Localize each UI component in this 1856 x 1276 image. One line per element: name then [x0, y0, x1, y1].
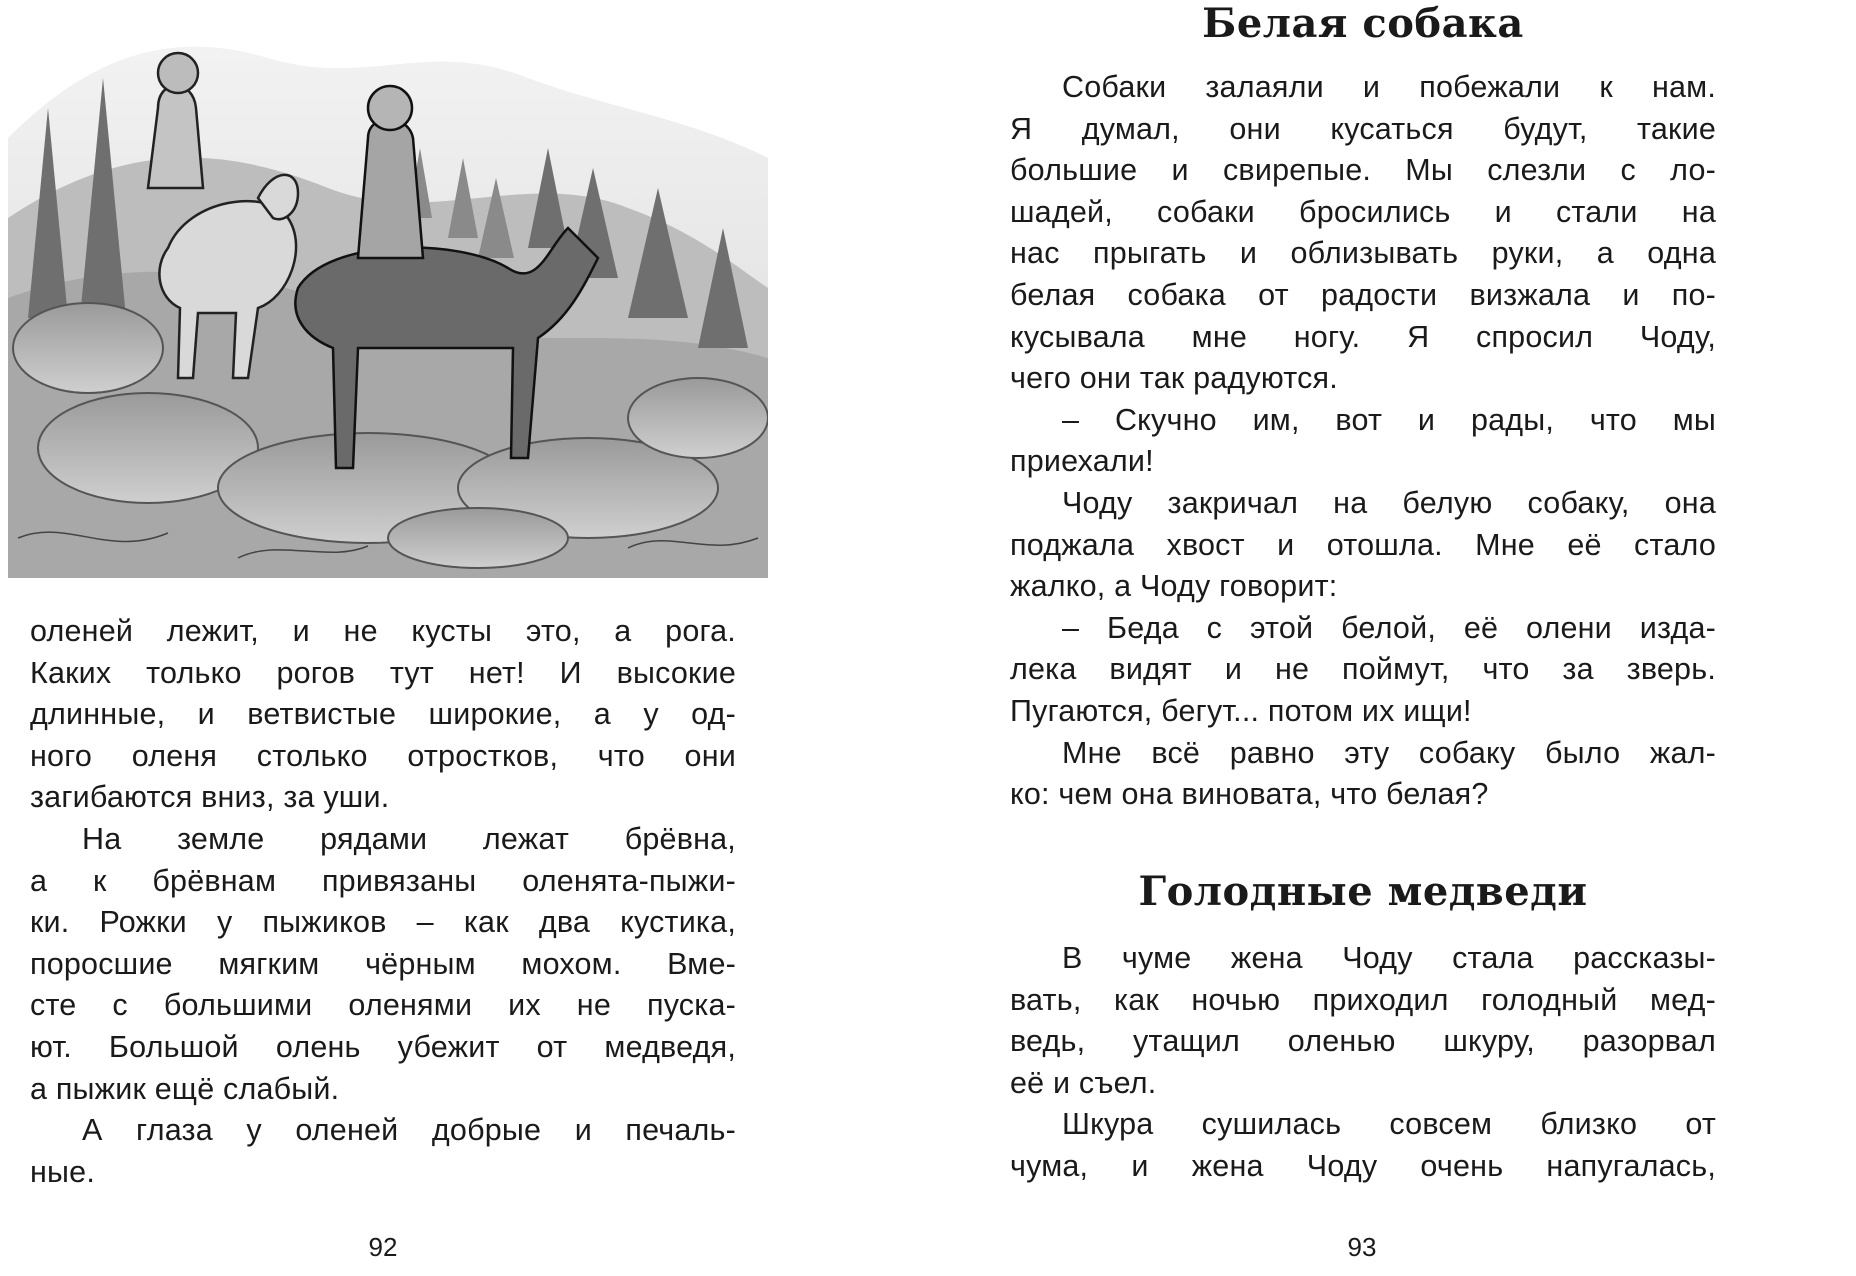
paragraph — [30, 1152, 736, 1194]
paragraph — [30, 819, 736, 861]
paragraph — [1010, 275, 1716, 317]
text-line: Я думал, они кусаться будут, такие — [1010, 111, 1716, 146]
text-line: поросшие мягким чёрным мохом. Вме- — [30, 946, 736, 981]
text-line: Каких только рогов тут нет! И высокие — [30, 655, 736, 690]
text-line: Шкура сушилась совсем близко от — [1062, 1107, 1716, 1142]
paragraph — [1010, 109, 1716, 151]
paragraph — [30, 944, 736, 986]
text-line: Собаки залаяли и побежали к нам. — [1062, 70, 1716, 104]
paragraph — [1010, 192, 1716, 234]
text-line: лека видят и не поймут, что за зверь. — [1010, 652, 1716, 687]
paragraph — [30, 1110, 736, 1152]
text-line: Мне всё равно эту собаку было жал- — [1062, 735, 1716, 770]
text-line: ные. — [30, 1154, 96, 1189]
paragraph — [1010, 441, 1716, 483]
paragraph — [1010, 649, 1716, 691]
text-line: А глаза у оленей добрые и печаль- — [82, 1113, 736, 1148]
text-line: ного оленя столько отростков, что они — [30, 738, 736, 773]
section-heading: Белая собака — [1202, 0, 1524, 47]
text-line: – Беда с этой белой, её олени изда- — [1062, 610, 1716, 645]
text-line: длинные, и ветвистые широкие, а у од- — [30, 697, 736, 732]
paragraph — [30, 985, 736, 1027]
page-number: 92 — [368, 1232, 398, 1262]
section-1-body — [1010, 67, 1716, 816]
text-line: приехали! — [1010, 444, 1154, 479]
text-line: кусывала мне ногу. Я спросил Чоду, — [1010, 319, 1716, 354]
text-line: чума, и жена Чоду очень напугалась, — [1010, 1148, 1716, 1183]
paragraph — [1010, 691, 1716, 733]
section-2-body — [1010, 938, 1716, 1188]
text-line: загибаются вниз, за уши. — [30, 780, 390, 815]
text-line: Чоду закричал на белую собаку, она — [1062, 485, 1716, 520]
text-line: жалко, а Чоду говорит: — [1010, 569, 1338, 604]
illustration-riders-on-horses — [8, 18, 768, 578]
paragraph — [30, 861, 736, 903]
paragraph — [1010, 67, 1716, 109]
paragraph — [1010, 938, 1716, 980]
text-line: белая собака от радости визжала и по- — [1010, 277, 1716, 312]
paragraph — [1010, 233, 1716, 275]
text-line: сте с большими оленями их не пуска- — [30, 988, 736, 1023]
text-line: – Скучно им, вот и рады, что мы — [1062, 402, 1716, 437]
text-line: Пугаются, бегут... потом их ищи! — [1010, 693, 1472, 728]
paragraph — [1010, 980, 1716, 1022]
paragraph — [30, 902, 736, 944]
paragraph — [30, 736, 736, 778]
text-line: ют. Большой олень убежит от медведя, — [30, 1029, 736, 1064]
paragraph — [1010, 150, 1716, 192]
text-line: чего они так радуются. — [1010, 361, 1338, 396]
text-line: шадей, собаки бросились и стали на — [1010, 194, 1716, 229]
paragraph — [1010, 358, 1716, 400]
paragraph — [1010, 1146, 1716, 1188]
illustration-drawing — [8, 18, 768, 578]
paragraph — [1010, 483, 1716, 525]
text-line: нас прыгать и облизывать руки, а одна — [1010, 236, 1716, 271]
paragraph — [1010, 400, 1716, 442]
paragraph — [30, 653, 736, 695]
paragraph — [1010, 1104, 1716, 1146]
text-line: её и съел. — [1010, 1065, 1157, 1100]
left-page-body — [30, 611, 736, 1193]
text-line: ки. Рожки у пыжиков – как два кустика, — [30, 905, 736, 940]
page-number: 93 — [1347, 1232, 1377, 1262]
paragraph — [1010, 608, 1716, 650]
paragraph — [30, 1069, 736, 1111]
text-line: ко: чем она виновата, что белая? — [1010, 777, 1489, 812]
paragraph — [1010, 566, 1716, 608]
text-line: В чуме жена Чоду стала рассказы- — [1062, 941, 1716, 975]
text-line: вать, как ночью приходил голодный мед- — [1010, 982, 1716, 1017]
section-heading: Голодные медведи — [1138, 868, 1588, 915]
paragraph — [1010, 733, 1716, 775]
paragraph — [1010, 1063, 1716, 1105]
paragraph — [1010, 1021, 1716, 1063]
text-line: На земле рядами лежат брёвна, — [82, 821, 736, 856]
paragraph — [1010, 525, 1716, 567]
paragraph — [30, 1027, 736, 1069]
text-line: а к брёвнам привязаны оленята-пыжи- — [30, 863, 736, 898]
paragraph — [30, 611, 736, 653]
paragraph — [30, 694, 736, 736]
text-line: большие и свирепые. Мы слезли с ло- — [1010, 153, 1716, 188]
text-line: а пыжик ещё слабый. — [30, 1071, 340, 1106]
paragraph — [1010, 317, 1716, 359]
paragraph — [30, 777, 736, 819]
paragraph — [1010, 774, 1716, 816]
right-page — [928, 0, 1856, 1276]
text-line: ведь, утащил оленью шкуру, разорвал — [1010, 1024, 1716, 1059]
text-line: оленей лежит, и не кусты это, а рога. — [30, 614, 736, 648]
text-line: поджала хвост и отошла. Мне её стало — [1010, 527, 1716, 562]
